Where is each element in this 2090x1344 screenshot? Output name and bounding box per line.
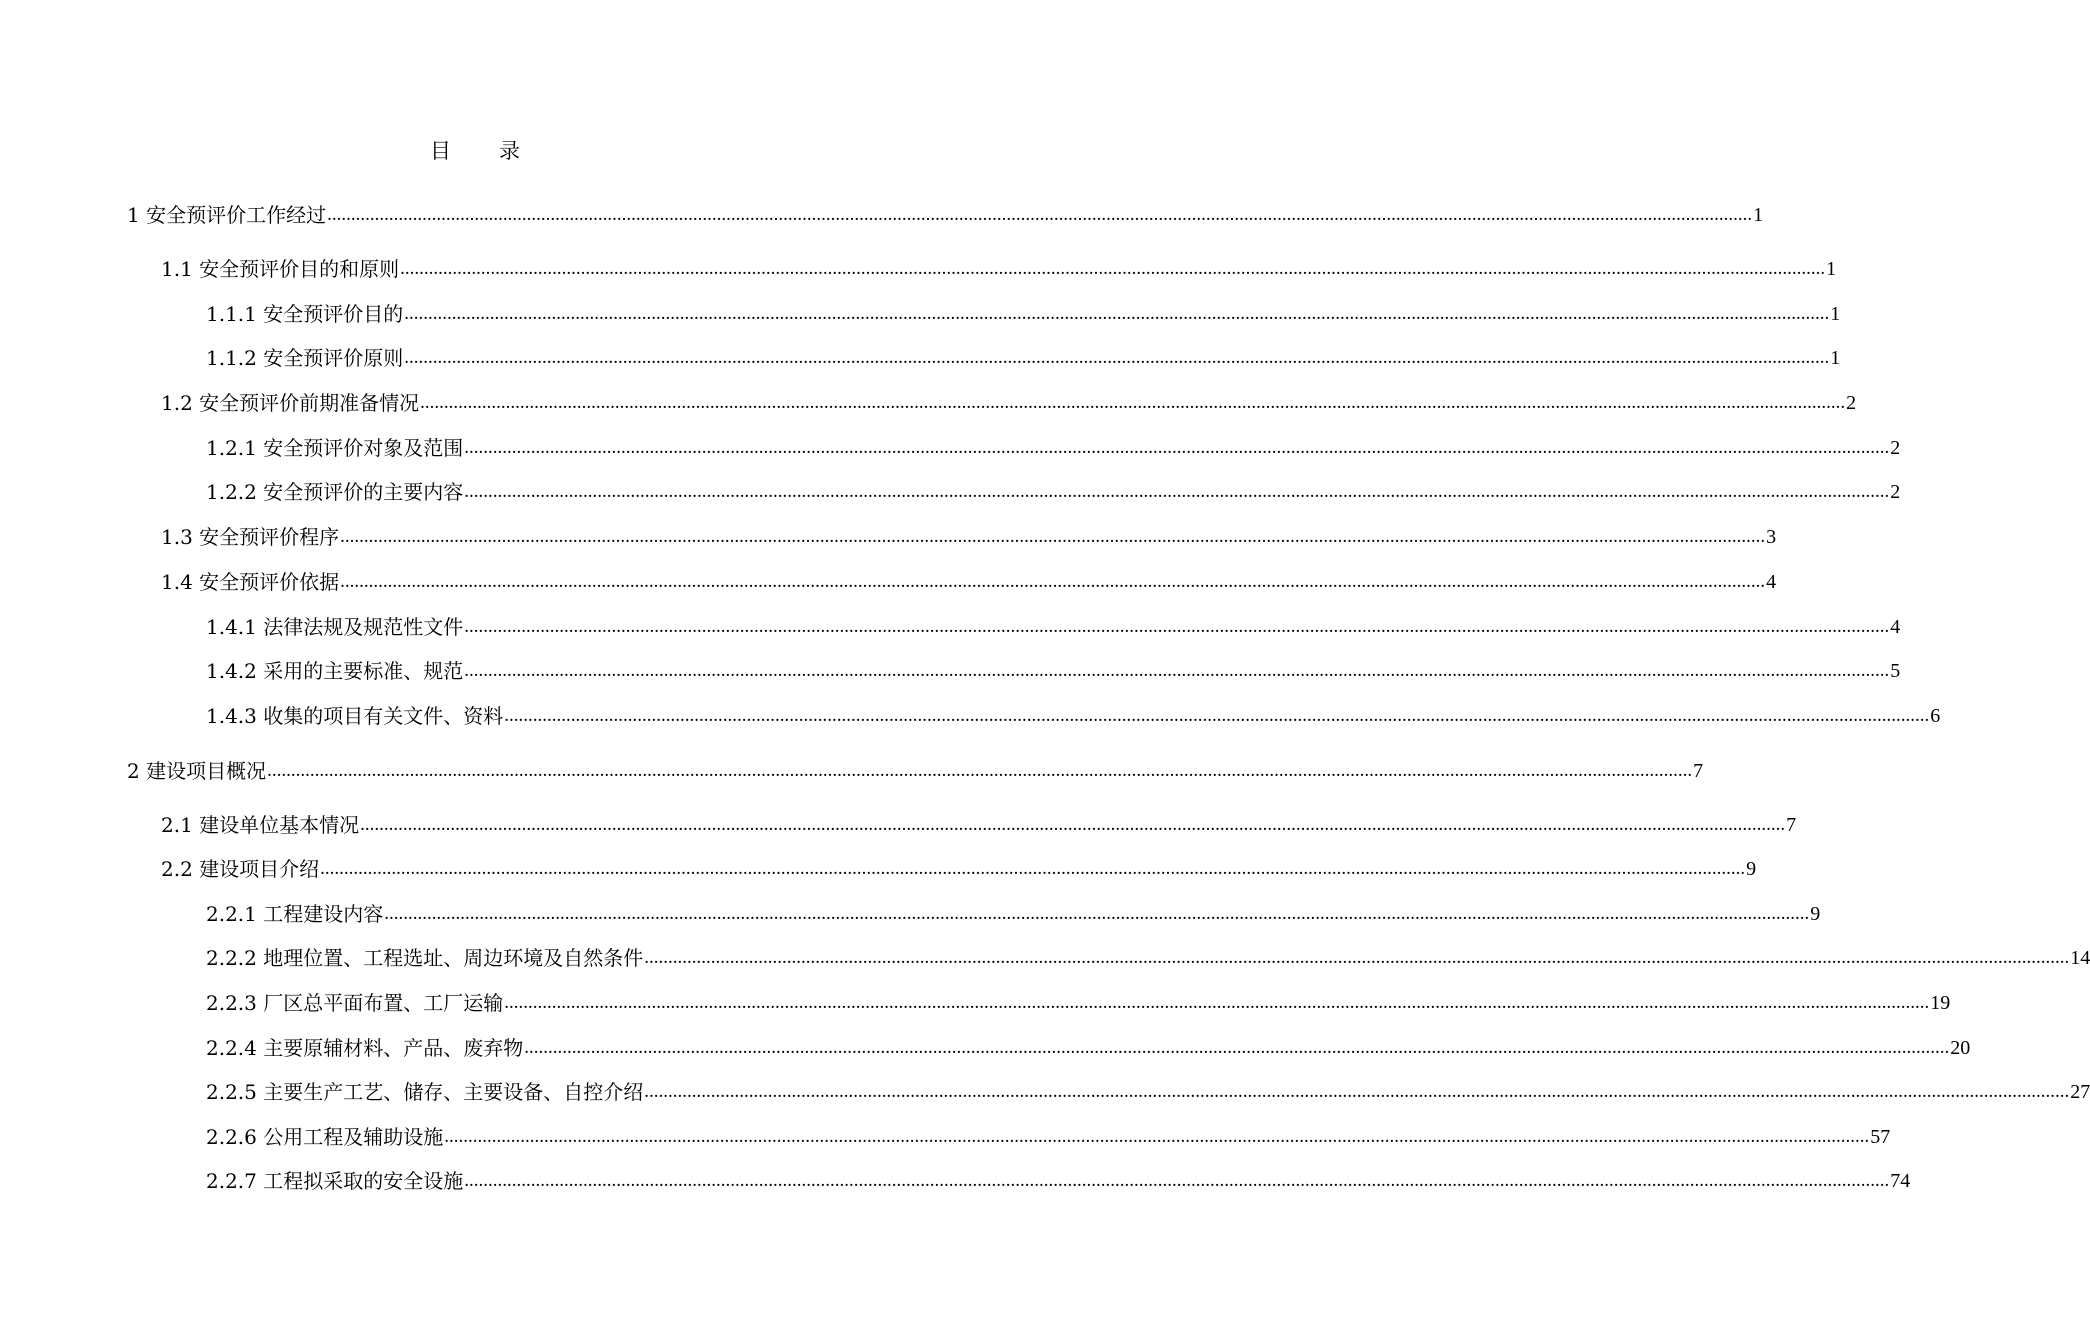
toc-entry-label: 1.2.2 安全预评价的主要内容 [206, 480, 464, 504]
toc-entry-label: 1 安全预评价工作经过 [127, 203, 327, 227]
toc-leader-dots: ............................................................................................................................................................................................................................................................................................................ [524, 1037, 1950, 1058]
toc-entry-label: 2 建设项目概况 [127, 759, 267, 783]
toc-entry[interactable] [206, 1031, 1971, 1061]
toc-leader-dots: ............................................................................................................................................................................................................................................................................................................ [644, 1081, 2070, 1102]
toc-entry-page-number: 4 [1766, 571, 1777, 593]
toc-entry-label: 1.4 安全预评价依据 [161, 570, 340, 594]
toc-leader-dots: ............................................................................................................................................................................................................................................................................................................ [340, 526, 1766, 547]
toc-entry-label: 1.4.2 采用的主要标准、规范 [206, 659, 464, 683]
toc-entry-label: 1.2 安全预评价前期准备情况 [161, 391, 420, 415]
toc-entry-page-number: 1 [1826, 258, 1837, 280]
toc-leader-dots: ............................................................................................................................................................................................................................................................................................................ [404, 347, 1830, 368]
toc-entry[interactable] [127, 198, 1764, 228]
toc-entry-page-number: 57 [1870, 1126, 1891, 1148]
toc-entry-page-number: 7 [1693, 760, 1704, 782]
toc-entry-label: 1.1.2 安全预评价原则 [206, 346, 404, 370]
toc-entry-label: 2.2 建设项目介绍 [161, 857, 320, 881]
toc-entry-label: 2.2.6 公用工程及辅助设施 [206, 1125, 444, 1149]
toc-entry-label: 1.4.3 收集的项目有关文件、资料 [206, 704, 504, 728]
toc-entry-label: 2.2.5 主要生产工艺、储存、主要设备、自控介绍 [206, 1080, 644, 1104]
toc-entry-label: 1.2.1 安全预评价对象及范围 [206, 436, 464, 460]
toc-entry-page-number: 4 [1890, 616, 1901, 638]
toc-entry[interactable] [206, 941, 2090, 971]
toc-leader-dots: ............................................................................................................................................................................................................................................................................................................ [327, 204, 1753, 225]
toc-entry-page-number: 19 [1930, 992, 1951, 1014]
toc-leader-dots: ............................................................................................................................................................................................................................................................................................................ [464, 481, 1890, 502]
toc-entry-page-number: 1 [1753, 204, 1764, 226]
toc-entry[interactable] [161, 386, 1857, 416]
toc-leader-dots: ............................................................................................................................................................................................................................................................................................................ [320, 858, 1746, 879]
toc-entry[interactable] [206, 897, 1821, 927]
toc-entry[interactable] [206, 431, 1901, 461]
toc-leader-dots: ............................................................................................................................................................................................................................................................................................................ [504, 992, 1930, 1013]
toc-leader-dots: ............................................................................................................................................................................................................................................................................................................ [464, 616, 1890, 637]
toc-entry[interactable] [161, 852, 1757, 882]
toc-entry-page-number: 7 [1786, 814, 1797, 836]
toc-entry-page-number: 2 [1890, 481, 1901, 503]
toc-entry-label: 1.3 安全预评价程序 [161, 525, 340, 549]
toc-entry-label: 1.1 安全预评价目的和原则 [161, 257, 400, 281]
toc-entry[interactable] [206, 654, 1901, 684]
toc-entry[interactable] [206, 1164, 1911, 1194]
toc-entry[interactable] [206, 1075, 2090, 1105]
toc-leader-dots: ............................................................................................................................................................................................................................................................................................................ [340, 571, 1766, 592]
toc-leader-dots: ............................................................................................................................................................................................................................................................................................................ [384, 903, 1810, 924]
toc-entry-label: 2.2.4 主要原辅材料、产品、废弃物 [206, 1036, 524, 1060]
toc-entry-label: 2.1 建设单位基本情况 [161, 813, 360, 837]
toc-entry-label: 2.2.1 工程建设内容 [206, 902, 384, 926]
toc-entry-page-number: 20 [1950, 1037, 1971, 1059]
toc-entry-page-number: 9 [1746, 858, 1757, 880]
toc-entry-page-number: 1 [1830, 303, 1841, 325]
toc-entry[interactable] [161, 808, 1797, 838]
toc-leader-dots: ............................................................................................................................................................................................................................................................................................................ [400, 258, 1826, 279]
toc-entry[interactable] [206, 699, 1941, 729]
toc-entry[interactable] [206, 986, 1951, 1016]
toc-entry-page-number: 27 [2070, 1081, 2090, 1103]
toc-entry-label: 1.4.1 法律法规及规范性文件 [206, 615, 464, 639]
toc-entry[interactable] [206, 341, 1841, 371]
toc-entry-label: 2.2.7 工程拟采取的安全设施 [206, 1169, 464, 1193]
toc-leader-dots: ............................................................................................................................................................................................................................................................................................................ [360, 814, 1786, 835]
toc-entry[interactable] [206, 1120, 1891, 1150]
toc-entry-page-number: 1 [1830, 347, 1841, 369]
toc-entry-page-number: 3 [1766, 526, 1777, 548]
toc-leader-dots: ............................................................................................................................................................................................................................................................................................................ [464, 1170, 1890, 1191]
toc-entry[interactable] [206, 610, 1901, 640]
toc-leader-dots: ............................................................................................................................................................................................................................................................................................................ [404, 303, 1830, 324]
toc-entry-page-number: 14 [2070, 947, 2090, 969]
toc-entry[interactable] [161, 252, 1837, 282]
toc-entry-page-number: 6 [1930, 705, 1941, 727]
toc-entry[interactable] [161, 520, 1777, 550]
toc-entry-label: 2.2.2 地理位置、工程选址、周边环境及自然条件 [206, 946, 644, 970]
toc-leader-dots: ............................................................................................................................................................................................................................................................................................................ [444, 1126, 1870, 1147]
toc-leader-dots: ............................................................................................................................................................................................................................................................................................................ [644, 947, 2070, 968]
toc-entry[interactable] [127, 754, 1704, 784]
toc-entry-page-number: 74 [1890, 1170, 1911, 1192]
toc-title-first-char: 目 [430, 139, 451, 163]
toc-entry-label: 1.1.1 安全预评价目的 [206, 302, 404, 326]
toc-leader-dots: ............................................................................................................................................................................................................................................................................................................ [464, 437, 1890, 458]
toc-entry-page-number: 2 [1890, 437, 1901, 459]
toc-title-second-char: 录 [499, 139, 520, 163]
toc-entry[interactable] [206, 475, 1901, 505]
toc-entry-page-number: 5 [1890, 660, 1901, 682]
toc-entry-page-number: 2 [1846, 392, 1857, 414]
toc-leader-dots: ............................................................................................................................................................................................................................................................................................................ [267, 760, 1693, 781]
toc-leader-dots: ............................................................................................................................................................................................................................................................................................................ [504, 705, 1930, 726]
toc-leader-dots: ............................................................................................................................................................................................................................................................................................................ [464, 660, 1890, 681]
toc-entry[interactable] [206, 297, 1841, 327]
toc-entry[interactable] [161, 565, 1777, 595]
toc-leader-dots: ............................................................................................................................................................................................................................................................................................................ [420, 392, 1846, 413]
toc-entry-page-number: 9 [1810, 903, 1821, 925]
toc-entry-label: 2.2.3 厂区总平面布置、工厂运输 [206, 991, 504, 1015]
